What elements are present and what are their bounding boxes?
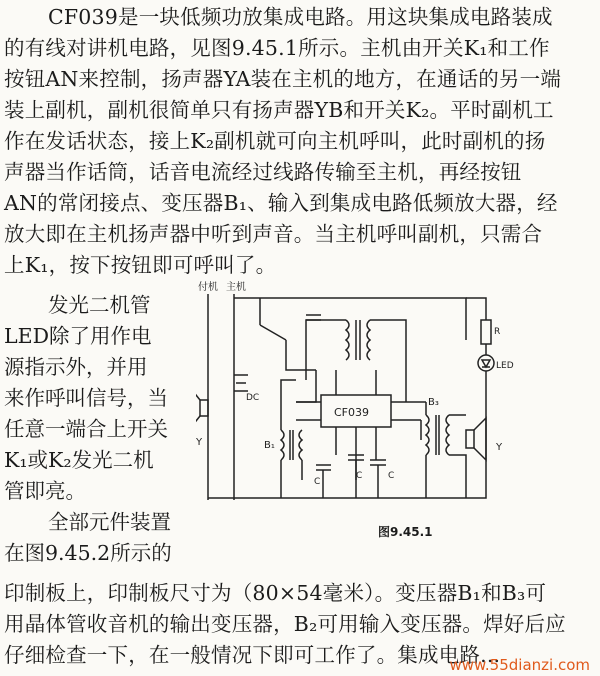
text-line: 发光二机管 <box>48 293 151 317</box>
text-line: 源指示外，并用 <box>4 355 148 379</box>
wire-top-rail <box>234 298 466 340</box>
text-line: 放大即在主机扬声器中听到声音。当主机呼叫副机，只需合 <box>4 222 543 246</box>
label-sub-unit: 付机 <box>198 282 218 293</box>
text-line: 在图9.45.2所示的 <box>4 541 172 565</box>
label-b1: B₁ <box>264 440 275 451</box>
text-line: 按钮AN来控制，扬声器YA装在主机的地方，在通话的另一端 <box>4 67 562 91</box>
transformer-b1 <box>264 380 302 498</box>
watermark: www.55dianzi.com <box>449 656 590 674</box>
text-line: 来作呼叫信号，当 <box>4 386 168 410</box>
ic-label: CF039 <box>334 406 370 419</box>
label-c3: C <box>356 471 363 481</box>
text-line: 用晶体管收音机的输出变压器，B₂可用输入变压器。焊好后应 <box>4 612 566 636</box>
text-line: 仔细检查一下，在一般情况下即可工作了。集成电路... <box>4 643 501 667</box>
label-led: LED <box>496 361 514 371</box>
label-c2: C <box>314 477 321 487</box>
speaker-ya <box>466 418 503 460</box>
text-line: 的有线对讲机电路，见图9.45.1所示。主机由开关K₁和工作 <box>4 36 550 60</box>
label-yb: Y <box>196 437 203 448</box>
resistor-r <box>481 320 500 344</box>
paragraph-1 <box>4 2 578 281</box>
text-line: 装上副机，副机很简单只有扬声器YB和开关K₂。平时副机工 <box>4 98 554 122</box>
label-b3: B₃ <box>428 397 439 408</box>
transformer-b2 <box>306 320 406 380</box>
text-line: 任意一端合上开关 <box>4 417 168 441</box>
speaker-yb <box>196 390 208 448</box>
text-line: 管即亮。 <box>4 479 86 503</box>
label-ya: Y <box>496 442 503 453</box>
transformer-b3 <box>426 397 466 498</box>
text-line: AN的常闭接点、变压器B₁、输入到集成电路低频放大器，经 <box>4 191 558 215</box>
text-line: 作在发话状态，接上K₂副机就可向主机呼叫，此时副机的扬 <box>4 129 546 153</box>
label-r: R <box>494 327 501 337</box>
wire-inner <box>296 370 421 440</box>
paragraph-2 <box>4 290 192 569</box>
text-line: 上K₁，按下按钮即可呼叫了。 <box>4 253 277 277</box>
label-c4: C <box>388 471 395 481</box>
switch-an <box>260 325 316 370</box>
figure-caption: 图9.45.1 <box>378 525 433 539</box>
wire-right-top <box>466 298 486 320</box>
text-line: 印制板上，印制板尺寸为（80×54毫米）。变压器B₁和B₃可 <box>4 581 547 605</box>
label-dc: DC <box>246 393 260 403</box>
line-bus-vertical <box>208 294 234 500</box>
dc-source <box>234 375 259 403</box>
circuit-diagram <box>196 280 596 515</box>
capacitor-c4 <box>370 460 386 498</box>
label-main-unit: 主机 <box>226 282 246 293</box>
text-line: LED除了用作电 <box>4 324 152 348</box>
capacitor-top <box>306 315 321 320</box>
led <box>466 344 514 498</box>
text-line: 声器当作话筒，话音电流经过线路传输至主机，再经按钮 <box>4 160 522 184</box>
text-line: K₁或K₂发光二机 <box>4 448 154 472</box>
text-line: CF039是一块低频功放集成电路。用这块集成电路装成 <box>48 5 553 29</box>
wire-bottom-rail <box>208 480 466 498</box>
text-line: 全部元件装置 <box>48 510 171 534</box>
